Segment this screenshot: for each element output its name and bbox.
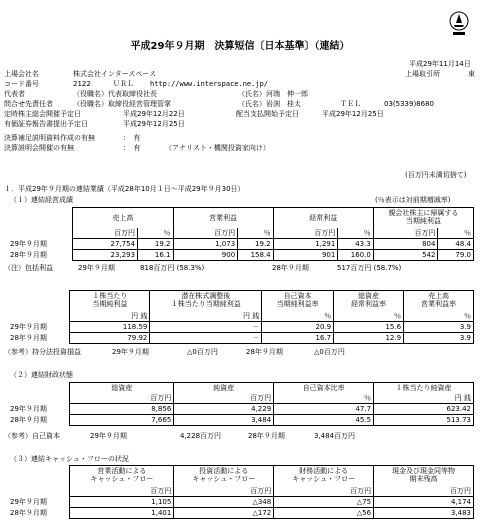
company-name-label: 上場会社名 — [4, 70, 39, 78]
eq-value-2: 3,484百万円 — [314, 432, 356, 440]
eq-period-1: 29年９月期 — [90, 432, 127, 440]
briefing-value: ： 有 （アナリスト・機関投資家向け） — [123, 144, 270, 152]
unit-cell: 百万円 — [174, 486, 274, 497]
units-note: (百万円未満切捨て) — [405, 171, 467, 179]
table-cell: 15.6 — [334, 322, 404, 333]
table-cell: 804 — [373, 239, 438, 250]
unit-cell: ％ — [438, 228, 474, 239]
equity-ref-label: （参考）自己資本 — [4, 432, 60, 440]
table-cell: 158.4 — [238, 250, 273, 261]
briefing-label: 決算説明会開催の有無 — [4, 144, 74, 152]
url-link[interactable]: http://www.interspace.ne.jp/ — [150, 80, 269, 88]
table-cell: 4,174 — [374, 497, 474, 508]
table-cell: 16.1 — [138, 250, 173, 261]
rep-title: （役職名）代表取締役社長 — [73, 90, 157, 98]
row-label: 28年９月期 — [10, 250, 47, 259]
table-cell: △348 — [174, 497, 274, 508]
ci-value-2: 517百万円 (58.7%) — [337, 264, 402, 272]
xbrl-logo — [449, 11, 469, 37]
report-date: 平成29年11月14日 — [409, 60, 471, 68]
table-cell: △56 — [274, 508, 374, 519]
row-label: 28年９月期 — [10, 508, 47, 517]
table-cell: 19.2 — [138, 239, 173, 250]
unit-cell: ％ — [334, 311, 404, 322]
report-value: 平成29年12月25日 — [123, 120, 185, 128]
table-cell: 542 — [373, 250, 438, 261]
unit-cell: ％ — [274, 393, 374, 404]
unit-cell: ％ — [138, 228, 173, 239]
table-cell: 3,484 — [174, 415, 274, 426]
table-cell: 48.4 — [438, 239, 474, 250]
col-operating-cf: 営業活動による キャッシュ・フロー — [70, 466, 174, 487]
table-cell: 1,291 — [273, 239, 338, 250]
table-cell: 45.5 — [274, 415, 374, 426]
table-cell: 513.73 — [374, 415, 474, 426]
ci-period-1: 29年９月期 — [78, 264, 115, 272]
table-cell: 23,293 — [73, 250, 138, 261]
table-cell: 16.7 — [262, 333, 334, 344]
col-investing-cf: 投資活動による キャッシュ・フロー — [174, 466, 274, 487]
unit-cell: 円 銭 — [70, 311, 150, 322]
report-label: 有価証券報告書提出予定日 — [4, 120, 88, 128]
rep-label: 代表者 — [4, 90, 25, 98]
col-net-income: 親会社株主に帰属する 当期純利益 — [373, 208, 473, 229]
contact-name: （氏名）岩渕 桂太 — [238, 100, 301, 108]
section2-heading: （２）連結財政状態 — [10, 371, 73, 379]
unit-cell: ％ — [238, 228, 273, 239]
unit-cell: 百万円 — [374, 486, 474, 497]
table-cell: 47.7 — [274, 404, 374, 415]
table-cell: 8,856 — [70, 404, 174, 415]
row-label: 28年９月期 — [10, 333, 47, 342]
section1-sub: （１）連結経営成績 — [10, 196, 73, 204]
unit-cell: ％ — [338, 228, 373, 239]
tel-value: 03(5339)8680 — [384, 100, 434, 108]
unit-cell: 百万円 — [70, 393, 174, 404]
col-roe: 自己資本 当期純利益率 — [262, 291, 334, 312]
table-cell: 1,105 — [70, 497, 174, 508]
table-cell: △172 — [174, 508, 274, 519]
eq-period-2: 28年９月期 — [248, 432, 285, 440]
col-margin: 売上高 営業利益率 — [404, 291, 474, 312]
code-value: 2122 — [73, 80, 91, 88]
table-cell: 19.2 — [238, 239, 273, 250]
financial-position-table — [4, 382, 474, 426]
row-label: 28年９月期 — [10, 415, 47, 424]
unit-cell: 百万円 — [174, 393, 274, 404]
page-title: 平成29年９月期 決算短信〔日本基準〕（連結） — [130, 41, 350, 52]
exchange-value: 東 — [468, 70, 475, 78]
table-cell: 3.9 — [404, 333, 474, 344]
agm-label: 定時株主総会開催予定日 — [4, 110, 81, 118]
supplement-label: 決算補足説明資料作成の有無 — [4, 134, 95, 142]
exchange-label: 上場取引所 — [405, 70, 440, 78]
unit-cell: 円 銭 — [150, 311, 262, 322]
equity-method-label: （参考）持分法投資損益 — [4, 348, 81, 356]
em-period-1: 29年９月期 — [112, 348, 149, 356]
ci-value-1: 818百万円 (58.3%) — [140, 264, 205, 272]
contact-title: （役職名）取締役経営管理管掌 — [73, 100, 171, 108]
row-label: 29年９月期 — [10, 322, 47, 331]
code-label: コード番号 — [4, 80, 39, 88]
ci-period-2: 28年９月期 — [272, 264, 309, 272]
table-cell: 7,665 — [70, 415, 174, 426]
em-value-2: △0百万円 — [314, 348, 345, 356]
table-cell: 3.9 — [404, 322, 474, 333]
table-cell: 900 — [173, 250, 238, 261]
contact-label: 問合せ先責任者 — [4, 100, 53, 108]
table-cell: 20.9 — [262, 322, 334, 333]
unit-cell: ％ — [404, 311, 474, 322]
per-share-table — [4, 290, 474, 344]
col-op-income: 営業利益 — [173, 208, 273, 229]
row-label: 29年９月期 — [10, 497, 47, 506]
col-cash-balance: 現金及び現金同等物 期末残高 — [374, 466, 474, 487]
unit-cell: 百万円 — [73, 228, 138, 239]
eq-value-1: 4,228百万円 — [180, 432, 222, 440]
results-table — [4, 207, 474, 261]
table-cell: 12.9 — [334, 333, 404, 344]
table-cell: 4,229 — [174, 404, 274, 415]
unit-cell: 百万円 — [373, 228, 438, 239]
table-cell: 43.3 — [338, 239, 373, 250]
col-net-assets: 純資産 — [174, 383, 274, 394]
table-cell: 27,754 — [73, 239, 138, 250]
col-sales: 売上高 — [73, 208, 173, 229]
section1-heading: １．平成29年９月期の連結業績（平成28年10月１日～平成29年９月30日） — [4, 185, 245, 193]
comprehensive-income-label: （注）包括利益 — [4, 264, 53, 272]
table-cell: 118.59 — [70, 322, 150, 333]
col-total-assets: 総資産 — [70, 383, 174, 394]
table-cell: － — [150, 333, 262, 344]
table-cell: 1,401 — [70, 508, 174, 519]
row-label: 29年９月期 — [10, 239, 47, 248]
dividend-label: 配当支払開始予定日 — [236, 110, 299, 118]
unit-cell: 百万円 — [173, 228, 238, 239]
table-cell: 1,073 — [173, 239, 238, 250]
em-value-1: △0百万円 — [187, 348, 218, 356]
pct-note: (％表示は対前期増減率) — [375, 196, 451, 204]
supplement-value: ： 有 — [123, 134, 141, 142]
table-cell: － — [150, 322, 262, 333]
col-roa: 総資産 経常利益率 — [334, 291, 404, 312]
col-financing-cf: 財務活動による キャッシュ・フロー — [274, 466, 374, 487]
col-equity-ratio: 自己資本比率 — [274, 383, 374, 394]
table-cell: △75 — [274, 497, 374, 508]
unit-cell: 百万円 — [273, 228, 338, 239]
unit-cell: 百万円 — [70, 486, 174, 497]
row-label: 29年９月期 — [10, 404, 47, 413]
tel-label: ＴＥＬ — [340, 100, 361, 108]
unit-cell: 円 銭 — [374, 393, 474, 404]
agm-value: 平成29年12月22日 — [123, 110, 185, 118]
col-eps: １株当たり 当期純利益 — [70, 291, 150, 312]
table-cell: 3,483 — [374, 508, 474, 519]
table-cell: 901 — [273, 250, 338, 261]
cash-flow-table — [4, 465, 474, 519]
unit-cell: ％ — [262, 311, 334, 322]
table-cell: 79.0 — [438, 250, 474, 261]
col-diluted-eps: 潜在株式調整後 １株当たり当期純利益 — [150, 291, 262, 312]
dividend-value: 平成29年12月25日 — [322, 110, 384, 118]
table-cell: 160.0 — [338, 250, 373, 261]
col-bps: １株当たり純資産 — [374, 383, 474, 394]
rep-name: （氏名）河端 伸一郎 — [238, 90, 308, 98]
em-period-2: 28年９月期 — [246, 348, 283, 356]
unit-cell: 百万円 — [274, 486, 374, 497]
table-cell: 623.42 — [374, 404, 474, 415]
company-name-value: 株式会社インタースペース — [73, 70, 157, 78]
section3-heading: （３）連結キャッシュ・フローの状況 — [10, 455, 129, 463]
url-label: ＵＲＬ — [113, 80, 134, 88]
table-cell: 79.92 — [70, 333, 150, 344]
col-ord-income: 経常利益 — [273, 208, 373, 229]
